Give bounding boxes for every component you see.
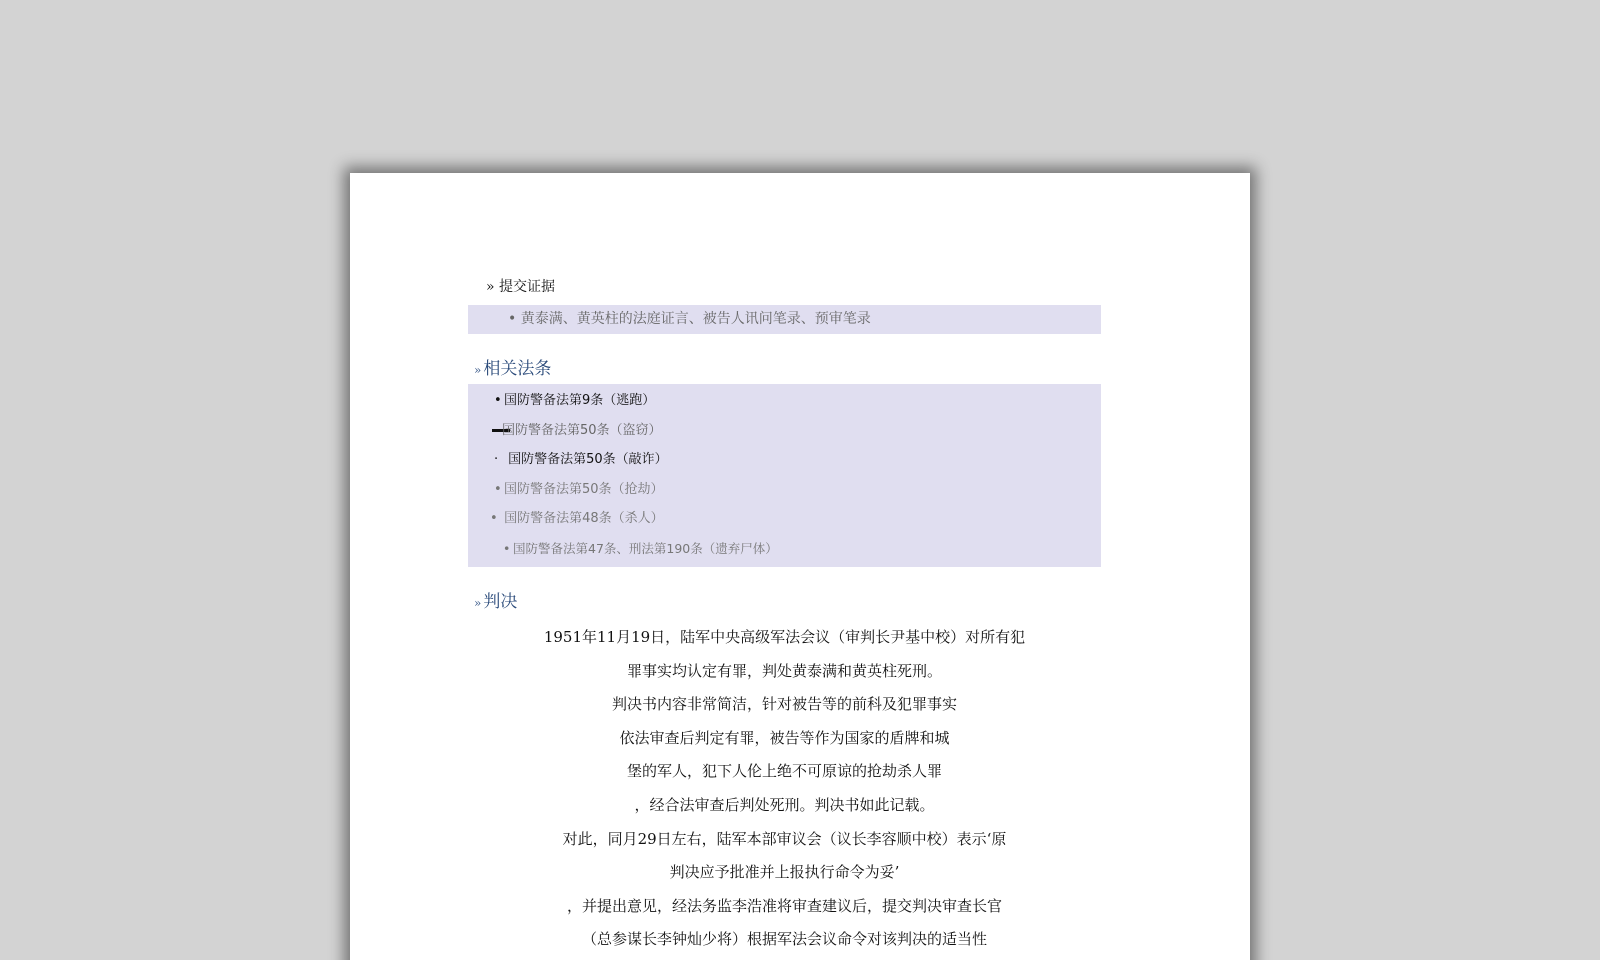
law-item-text: 国防警备法第50条（抢劫） — [504, 481, 664, 497]
bullet-icon: • — [490, 511, 498, 526]
bullet-icon: • — [494, 393, 502, 408]
evidence-heading: » 提交证据 — [486, 279, 556, 295]
chevron-icon: » — [474, 596, 482, 610]
list-item — [468, 534, 1101, 564]
list-item — [468, 416, 1101, 446]
laws-heading — [468, 354, 1101, 384]
judgment-line: ，经合法审查后判处死刑。判决书如此记载。 — [634, 795, 935, 814]
bullet-icon: · — [494, 452, 499, 467]
judgment-line: 罪事实均认定有罪，判处黄泰满和黄英柱死刑。 — [626, 661, 942, 680]
document-page — [350, 173, 1250, 960]
evidence-item: • 黄泰满、黄英柱的法庭证言、被告人讯问笔录、预审笔录 — [508, 311, 871, 327]
list-item — [468, 386, 1101, 416]
judgment-line: 堡的军人，犯下人伦上绝不可原谅的抢劫杀人罪 — [626, 762, 942, 781]
judgment-line: 依法审查后判定有罪，被告等作为国家的盾牌和城 — [619, 728, 950, 747]
list-item — [468, 475, 1101, 505]
law-item-text: 国防警备法第50条（敲诈） — [508, 452, 668, 467]
judgment-heading-text: 判决 — [483, 592, 518, 612]
judgment-text — [468, 621, 1101, 957]
laws-list — [468, 384, 1101, 567]
judgment-line: 判决书内容非常简洁，针对被告等的前科及犯罪事实 — [611, 695, 957, 714]
law-item-text: 国防警备法第9条（逃跑） — [504, 393, 656, 408]
judgment-line: 对此，同月29日左右，陆军本部审议会（议长李容顺中校）表示‘原 — [562, 829, 1007, 848]
list-item — [468, 445, 1101, 475]
evidence-box — [468, 305, 1101, 334]
document-content — [468, 273, 1101, 957]
chevron-icon: » — [474, 363, 482, 377]
bullet-icon: • — [503, 540, 511, 556]
laws-heading-text: 相关法条 — [483, 359, 552, 379]
law-item-text: 国防警备法第50条（盗窃） — [502, 422, 662, 438]
law-item-text: 国防警备法第48条（杀人） — [504, 511, 664, 526]
list-item — [468, 504, 1101, 534]
bullet-icon: • — [494, 481, 502, 497]
judgment-line: ，并提出意见，经法务监李浩准将审查建议后，提交判决审查长官 — [566, 896, 1002, 915]
judgment-line: 1951年11月19日，陆军中央高级军法会议（审判长尹基中校）对所有犯 — [543, 628, 1026, 646]
law-item-text: 国防警备法第47条、刑法第190条（遗弃尸体） — [513, 540, 778, 556]
judgment-heading — [468, 587, 1101, 617]
judgment-line: （总参谋长李钟灿少将）根据军法会议命令对该判决的适当性 — [581, 930, 987, 949]
judgment-line: 判决应予批准并上报执行命令为妥’ — [669, 863, 900, 882]
